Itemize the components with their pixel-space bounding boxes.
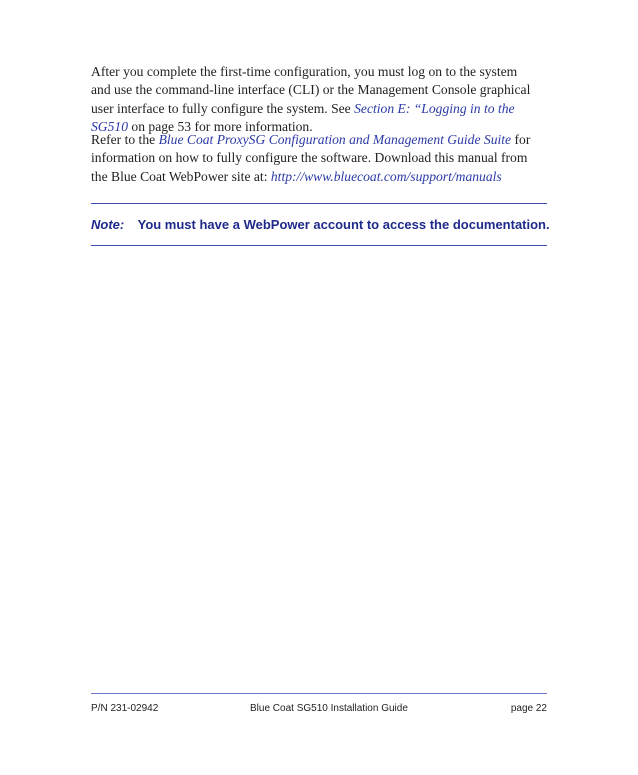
paragraph-text: Refer to the xyxy=(91,132,159,147)
paragraph-line xyxy=(91,63,551,81)
note-callout xyxy=(91,217,551,232)
paragraph-text: information on how to fully configure the software. Download this manual from xyxy=(91,150,528,166)
footer-guide-title: Blue Coat SG510 Installation Guide xyxy=(250,703,408,714)
paragraph-text: on page 53 for more information. xyxy=(128,119,313,135)
reference-paragraph xyxy=(91,131,551,186)
paragraph-text: After you complete the first-time configuration, you must log on to the system xyxy=(91,64,518,79)
paragraph-text: for xyxy=(511,132,531,147)
note-bottom-divider xyxy=(91,245,547,246)
section-e-crossref-link-cont[interactable]: SG510 xyxy=(91,119,129,135)
guide-suite-link[interactable]: Blue Coat ProxySG Configuration and Management Guide Suite xyxy=(158,132,512,147)
section-e-crossref-link[interactable]: Section E: “Logging in to the xyxy=(354,100,515,116)
paragraph-text: user interface to fully configure the system. See xyxy=(91,100,355,116)
note-top-divider xyxy=(91,203,547,204)
paragraph-text: and use the command-line interface (CLI) or the Management Console graphical xyxy=(91,82,531,98)
intro-paragraph xyxy=(91,63,551,137)
paragraph-line xyxy=(91,131,551,149)
manuals-url-link[interactable]: http://www.bluecoat.com/support/manuals xyxy=(270,168,502,184)
paragraph-text: the Blue Coat WebPower site at: xyxy=(91,168,271,184)
footer-divider xyxy=(91,693,547,694)
paragraph-line xyxy=(91,81,551,99)
note-label: Note: xyxy=(91,217,125,232)
note-text: You must have a WebPower account to access the documentation. xyxy=(137,217,550,232)
footer-page-number: page 22 xyxy=(510,703,547,714)
footer-part-number: P/N 231-02942 xyxy=(91,703,159,714)
paragraph-line xyxy=(91,149,551,167)
paragraph-line xyxy=(91,100,551,118)
paragraph-line xyxy=(91,168,551,186)
